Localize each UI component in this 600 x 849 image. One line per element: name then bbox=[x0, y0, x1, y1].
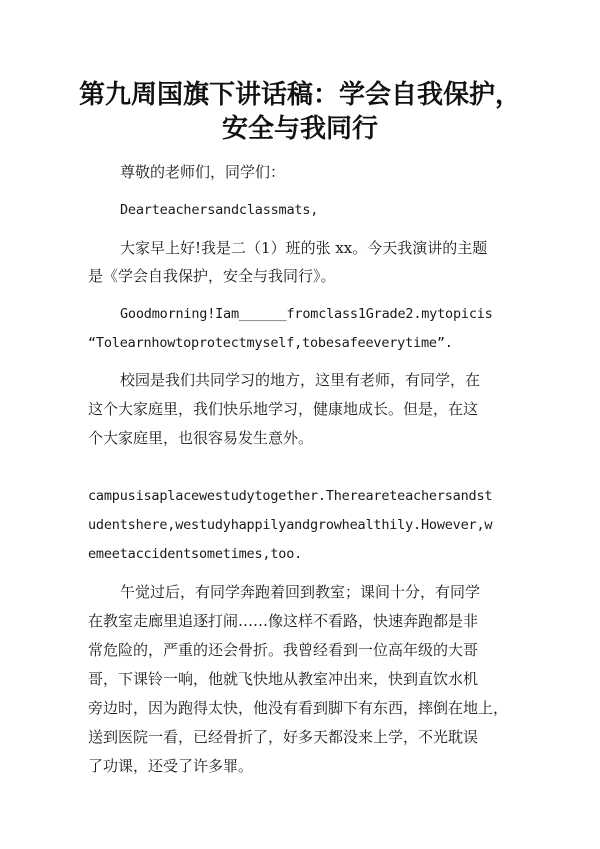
campus-zh-line: 校园是我们共同学习的地方，这里有老师，有同学，在 bbox=[120, 371, 481, 389]
intro-zh-line: 是《学会自我保护，安全与我同行》。 bbox=[88, 267, 336, 285]
intro-zh-line: 大家早上好!我是二（1）班的张 xx。今天我演讲的主题 bbox=[120, 239, 488, 257]
noon-zh-line: 在教室走廊里追逐打闹……像这样不看路，快速奔跑都是非 bbox=[88, 612, 479, 630]
page-title-line2: 安全与我同行 bbox=[221, 114, 378, 144]
noon-zh-line: 午觉过后，有同学奔跑着回到教室；课间十分，有同学 bbox=[120, 583, 481, 601]
noon-zh-line: 常危险的，严重的还会骨折。我曾经看到一位高年级的大哥 bbox=[88, 641, 479, 659]
campus-en-line: udentshere,westudyhappilyandgrowhealthily.However,w bbox=[88, 517, 493, 533]
page-title: 第九周国旗下讲话稿：学会自我保护， bbox=[78, 80, 521, 110]
greeting-zh: 尊敬的老师们，同学们： bbox=[120, 163, 286, 181]
noon-zh-line: 了功课，还受了许多罪。 bbox=[88, 757, 254, 775]
campus-en-line: campusisaplacewestudytogether.Thereareteachersandst bbox=[88, 488, 493, 504]
campus-zh-line: 这个大家庭里，我们快乐地学习，健康地成长。但是，在这 bbox=[88, 400, 479, 418]
greeting-en: Dearteachersandclassmats, bbox=[120, 202, 319, 218]
intro-en-line: “Tolearnhowtoprotectmyself,tobesafeeverytime”. bbox=[88, 335, 453, 351]
campus-zh-line: 个大家庭里，也很容易发生意外。 bbox=[88, 429, 314, 447]
noon-zh-line: 旁边时，因为跑得太快，他没有看到脚下有东西，摔倒在地上， bbox=[88, 699, 509, 717]
noon-zh-line: 哥，下课铃一响，他就飞快地从教室冲出来，快到直饮水机 bbox=[88, 670, 479, 688]
intro-en-line: Goodmorning!Iam______fromclass1Grade2.mytopicis bbox=[120, 306, 493, 322]
campus-en-line: emeetaccidentsometimes,too. bbox=[88, 546, 303, 562]
noon-zh-line: 送到医院一看，已经骨折了，好多天都没来上学，不光耽误 bbox=[88, 728, 479, 746]
